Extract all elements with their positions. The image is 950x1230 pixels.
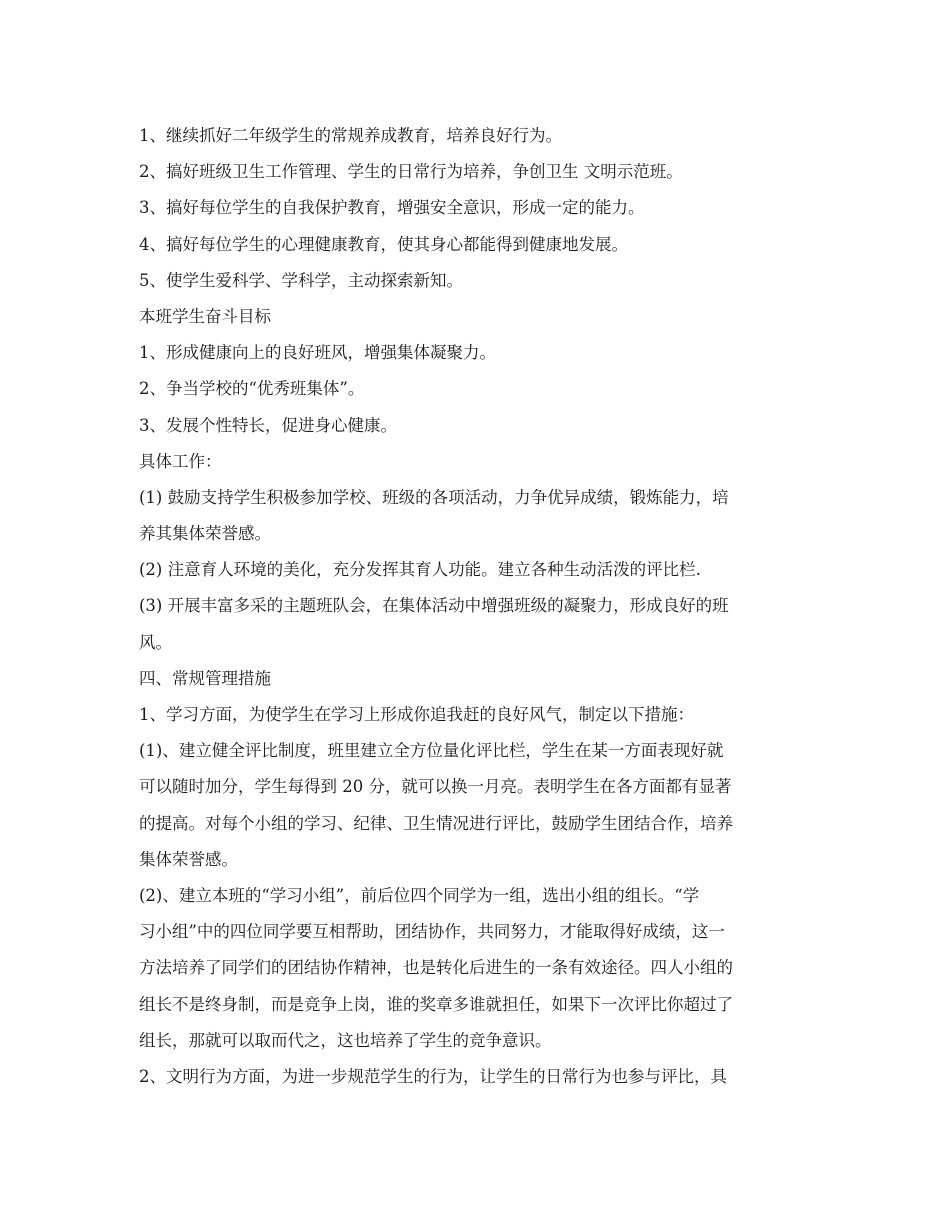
section-heading: 具体工作： bbox=[139, 451, 222, 471]
text-line: 养其集体荣誉感。 bbox=[139, 524, 271, 544]
text-line: (2)、建立本班的“学习小组”，前后位四个同学为一组，选出小组的组长。“学 bbox=[139, 885, 700, 905]
text-line: 组长，那就可以取而代之，这也培养了学生的竞争意识。 bbox=[139, 1030, 552, 1050]
text-line: 5、使学生爱科学、学科学，主动探索新知。 bbox=[139, 270, 463, 290]
text-line: 4、搞好每位学生的心理健康教育，使其身心都能得到健康地发展。 bbox=[139, 234, 628, 254]
text-line: (1)、建立健全评比制度，班里建立全方位量化评比栏，学生在某一方面表现好就 bbox=[139, 741, 724, 761]
text-line: 方法培养了同学们的团结协作精神，也是转化后进生的一条有效途径。四人小组的 bbox=[139, 958, 733, 978]
section-heading: 本班学生奋斗目标 bbox=[139, 306, 271, 326]
text-line: 1、形成健康向上的良好班风，增强集体凝聚力。 bbox=[139, 343, 496, 363]
text-line: 3、发展个性特长，促进身心健康。 bbox=[139, 415, 397, 435]
text-line: 1、继续抓好二年级学生的常规养成教育，培养良好行为。 bbox=[139, 126, 562, 145]
text-line: 2、文明行为方面，为进一步规范学生的行为，让学生的日常行为也参与评比，具 bbox=[139, 1066, 727, 1086]
text-line: 1、学习方面，为使学生在学习上形成你追我赶的良好风气，制定以下措施： bbox=[139, 705, 694, 724]
text-line: 集体荣誉感。 bbox=[139, 849, 238, 869]
text-line: 2、争当学校的“优秀班集体”。 bbox=[139, 379, 365, 399]
text-line: 2、搞好班级卫生工作管理、学生的日常行为培养，争创卫生 文明示范班。 bbox=[139, 162, 683, 182]
text-line: 的提高。对每个小组的学习、纪律、卫生情况进行评比，鼓励学生团结合作，培养 bbox=[139, 813, 733, 833]
text-line: 组长不是终身制，而是竞争上岗，谁的奖章多谁就担任，如果下一次评比你超过了 bbox=[139, 994, 733, 1014]
section-heading: 四、常规管理措施 bbox=[139, 668, 271, 688]
text-line: 可以随时加分，学生每得到 20 分，就可以换一月亮。表明学生在各方面都有显著 bbox=[139, 777, 732, 797]
document-page bbox=[139, 118, 815, 1095]
text-line: (3) 开展丰富多采的主题班队会，在集体活动中增强班级的凝聚力，形成良好的班 bbox=[139, 596, 729, 616]
text-line: 风。 bbox=[139, 632, 172, 652]
text-line: (1) 鼓励支持学生积极参加学校、班级的各项活动，力争优异成绩，锻炼能力，培 bbox=[139, 487, 729, 507]
text-line: 3、搞好每位学生的自我保护教育，增强安全意识，形成一定的能力。 bbox=[139, 198, 645, 218]
text-line: (2) 注意育人环境的美化，充分发挥其育人功能。建立各种生动活泼的评比栏. bbox=[139, 560, 701, 580]
text-line: 习小组”中的四位同学要互相帮助，团结协作，共同努力，才能取得好成绩，这一 bbox=[139, 922, 725, 942]
